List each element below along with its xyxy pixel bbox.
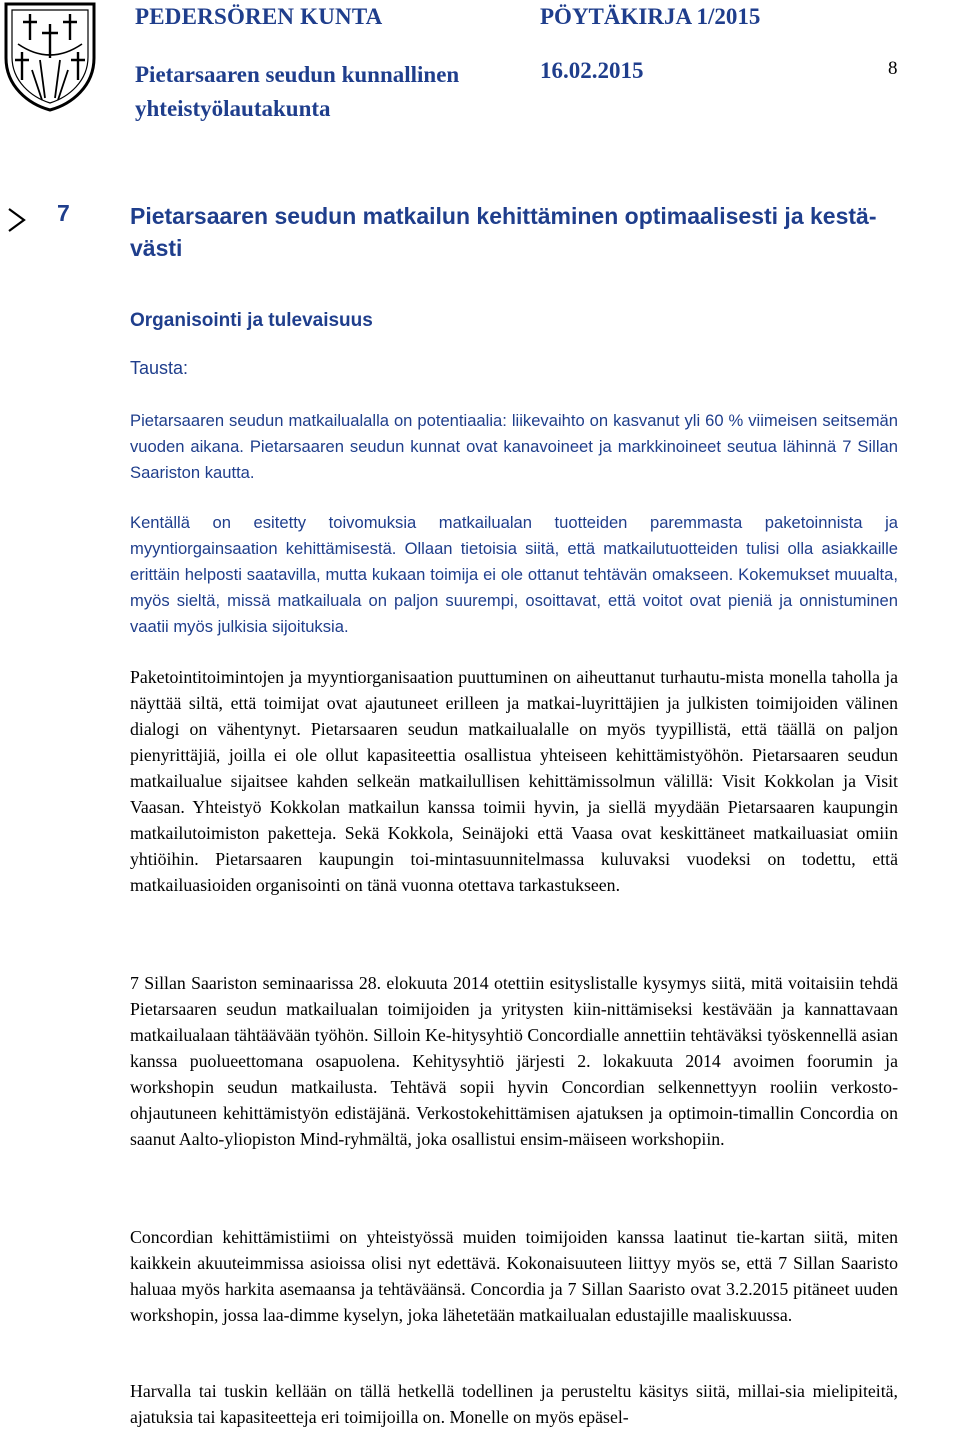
section-title: Pietarsaaren seudun matkailun kehittäminen optimaalisesti ja kestä-västi bbox=[130, 203, 877, 261]
section-arrow-icon bbox=[8, 207, 26, 233]
paragraph-1: Pietarsaaren seudun matkailualalla on potentiaalia: liikevaihto on kasvanut yli 60 % viimeisen seitsemän vuoden aikana. Pietarsaaren seudun kunnat ovat kanavoineet ja markkinoineet seutua lähinnä 7 Sillan Saariston kautta. bbox=[130, 411, 898, 482]
page-number: 8 bbox=[888, 58, 898, 79]
committee-name-line1: Pietarsaaren seudun kunnallinen bbox=[135, 62, 460, 87]
background-label: Tausta: bbox=[130, 358, 189, 378]
paragraph-6: Harvalla tai tuskin kellään on tällä hetkellä todellinen ja perusteltu käsitys siitä, millai-sia mielipiteitä, ajatuksia tai kapasiteetteja eri toimijoilla on. Monelle on myös epäsel- bbox=[130, 1381, 898, 1427]
municipal-coat-of-arms-icon bbox=[0, 0, 100, 112]
meeting-date: 16.02.2015 bbox=[540, 58, 644, 83]
subheading: Organisointi ja tulevaisuus bbox=[130, 310, 373, 331]
section-number: 7 bbox=[57, 200, 70, 226]
document-type: PÖYTÄKIRJA 1/2015 bbox=[540, 4, 761, 29]
paragraph-5: Concordian kehittämistiimi on yhteistyössä muiden toimijoiden kanssa laatinut tie-kartan siitä, miten kaikkein akuuteimmissa asioissa olisi nyt edettävä. Kokonaisuuteen liittyy myös se, että 7 Sillan Saaristo haluaa myös harkita asemaansa ja tehtäväänsä. Concordia ja 7 Sillan Saaristo ovat 3.2.2015 pitäneet uuden workshopin, jossa laa-dimme kyselyn, joka lähetetään matkailualan edustajille maaliskuussa. bbox=[130, 1227, 898, 1325]
committee-name-line2: yhteistyölautakunta bbox=[135, 96, 331, 121]
paragraph-4: 7 Sillan Saariston seminaarissa 28. elokuuta 2014 otettiin esityslistalle kysymys siitä, mitä voitaisiin tehdä Pietarsaaren seudun matkailualan toimijoiden ja yritysten kiin-nittämiseksi kestävään ja kannattavaan matkailualaan tähtäävään työhön. Silloin Ke-hitysyhtiö Concordialle annettiin tehtäväksi työskennellä asian kanssa puolueettomana osapuolena. Kehitysyhtiö järjesti 2. lokakuuta 2014 avoimen foorumin ja workshopin seudun matkailusta. Tehtävä sopii hyvin Concordian selkennettyyn rooliin verkosto-ohjautuneen kehittämistyön edistäjänä. Verkostokehittämisen ajatuksen ja optimoin-timallin Concordia on saanut Aalto-yliopiston Mind-ryhmältä, joka osallistui ensim-mäiseen workshopiin. bbox=[130, 973, 898, 1149]
paragraph-2: Kentällä on esitetty toivomuksia matkailualan tuotteiden paremmasta paketoinnista ja myyntiorgainsaation kehittämisestä. Ollaan tietoisia siitä, että matkailutuotteiden tulisi olla asiakkaille erittäin helposti saatavilla, mutta kukaan toimija ei ole ottanut tehtävän omakseen. Kokemukset muualta, myös sieltä, missä matkailuala on paljon suurempi, osoittavat, että voitot ovat pieniä ja onnistuminen vaatii myös julkisia sijoituksia. bbox=[130, 513, 898, 636]
organization-name: PEDERSÖREN KUNTA bbox=[135, 4, 383, 29]
paragraph-3: Paketointitoimintojen ja myyntiorganisaation puuttuminen on aiheuttanut turhautu-mista monella taholla ja näyttää siltä, että toimijat ovat ajautuneet erilleen ja matkai-luyrittäjien ja julkisten toimijoiden välinen dialogi on vähentynyt. Pietarsaaren seudun matkailualalle on myös tyypillistä, että täällä on paljon pienyrittäjiä, joilla ei ole ollut kapasiteettia osallistua yhteiseen kehittämistyöhön. Pietarsaaren seudun matkailualue sijaitsee kahden selkeän matkailullisen kehittämissolmun välillä: Visit Kokkolan ja Visit Vaasan. Yhteistyö Kokkolan matkailun kanssa toimii hyvin, ja siellä myydään Pietarsaaren kaupungin matkailutoimiston paketteja. Sekä Kokkola, Seinäjoki että Vaasa ovat keskittäneet matkailuasiat omiin yhtiöihin. Pietarsaaren kaupungin toi-mintasuunnitelmassa kuluvaksi vuodeksi on todettu, että matkailuasioiden organisointi on tänä vuonna otettava tarkastukseen. bbox=[130, 667, 898, 895]
committee-name bbox=[135, 58, 459, 126]
